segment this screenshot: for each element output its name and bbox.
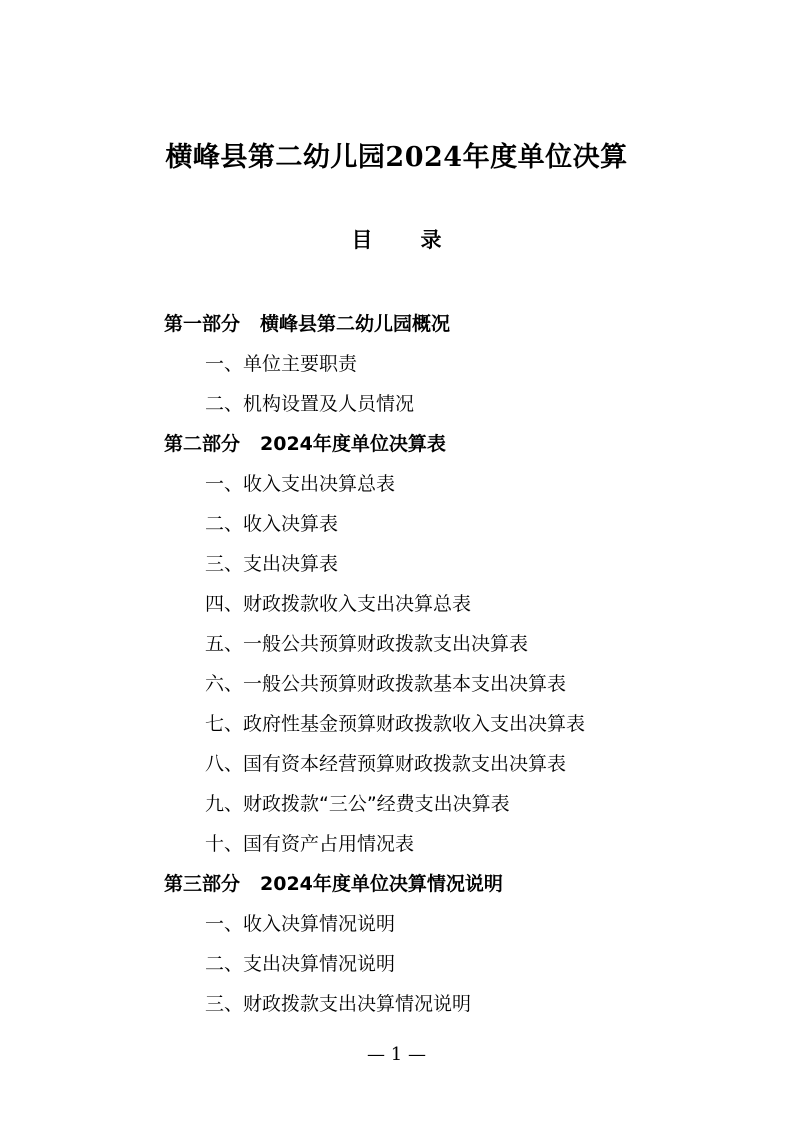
toc-part-1[interactable] (0, 304, 793, 344)
toc-item[interactable]: 二、支出决算情况说明 (205, 953, 396, 975)
toc-item[interactable]: 二、收入决算表 (205, 513, 339, 535)
toc-item[interactable]: 一、单位主要职责 (205, 353, 358, 375)
toc-part-3[interactable] (0, 864, 793, 904)
toc-item[interactable]: 三、财政拨款支出决算情况说明 (205, 993, 472, 1015)
toc-item[interactable]: 七、政府性基金预算财政拨款收入支出决算表 (205, 713, 586, 735)
toc-part-1-label: 第一部分 (164, 313, 241, 335)
toc-item[interactable]: 一、收入支出决算总表 (205, 473, 396, 495)
toc-part-2-label: 第二部分 (164, 433, 241, 455)
toc-heading-char-2: 录 (420, 228, 442, 252)
toc-item[interactable]: 二、机构设置及人员情况 (205, 393, 415, 415)
toc-heading-char-1: 目 (351, 228, 373, 252)
table-of-contents (0, 304, 793, 1024)
toc-part-1-title: 横峰县第二幼儿园概况 (260, 313, 451, 335)
page-number: — 1 — (367, 1044, 426, 1065)
document-title: 横峰县第二幼儿园2024年度单位决算 (165, 142, 628, 173)
toc-part-2[interactable] (0, 424, 793, 464)
toc-item[interactable]: 九、财政拨款“三公”经费支出决算表 (205, 793, 510, 815)
toc-part-3-label: 第三部分 (164, 873, 241, 895)
toc-item[interactable]: 一、收入决算情况说明 (205, 913, 396, 935)
toc-heading (0, 222, 793, 258)
toc-item[interactable]: 八、国有资本经营预算财政拨款支出决算表 (205, 753, 567, 775)
toc-item[interactable]: 十、国有资产占用情况表 (205, 833, 415, 855)
toc-part-3-title: 2024年度单位决算情况说明 (260, 873, 503, 895)
toc-item[interactable]: 五、一般公共预算财政拨款支出决算表 (205, 633, 529, 655)
toc-item[interactable]: 四、财政拨款收入支出决算总表 (205, 593, 472, 615)
toc-part-2-title: 2024年度单位决算表 (260, 433, 446, 455)
toc-item[interactable]: 六、一般公共预算财政拨款基本支出决算表 (205, 673, 567, 695)
toc-item[interactable]: 三、支出决算表 (205, 553, 339, 575)
